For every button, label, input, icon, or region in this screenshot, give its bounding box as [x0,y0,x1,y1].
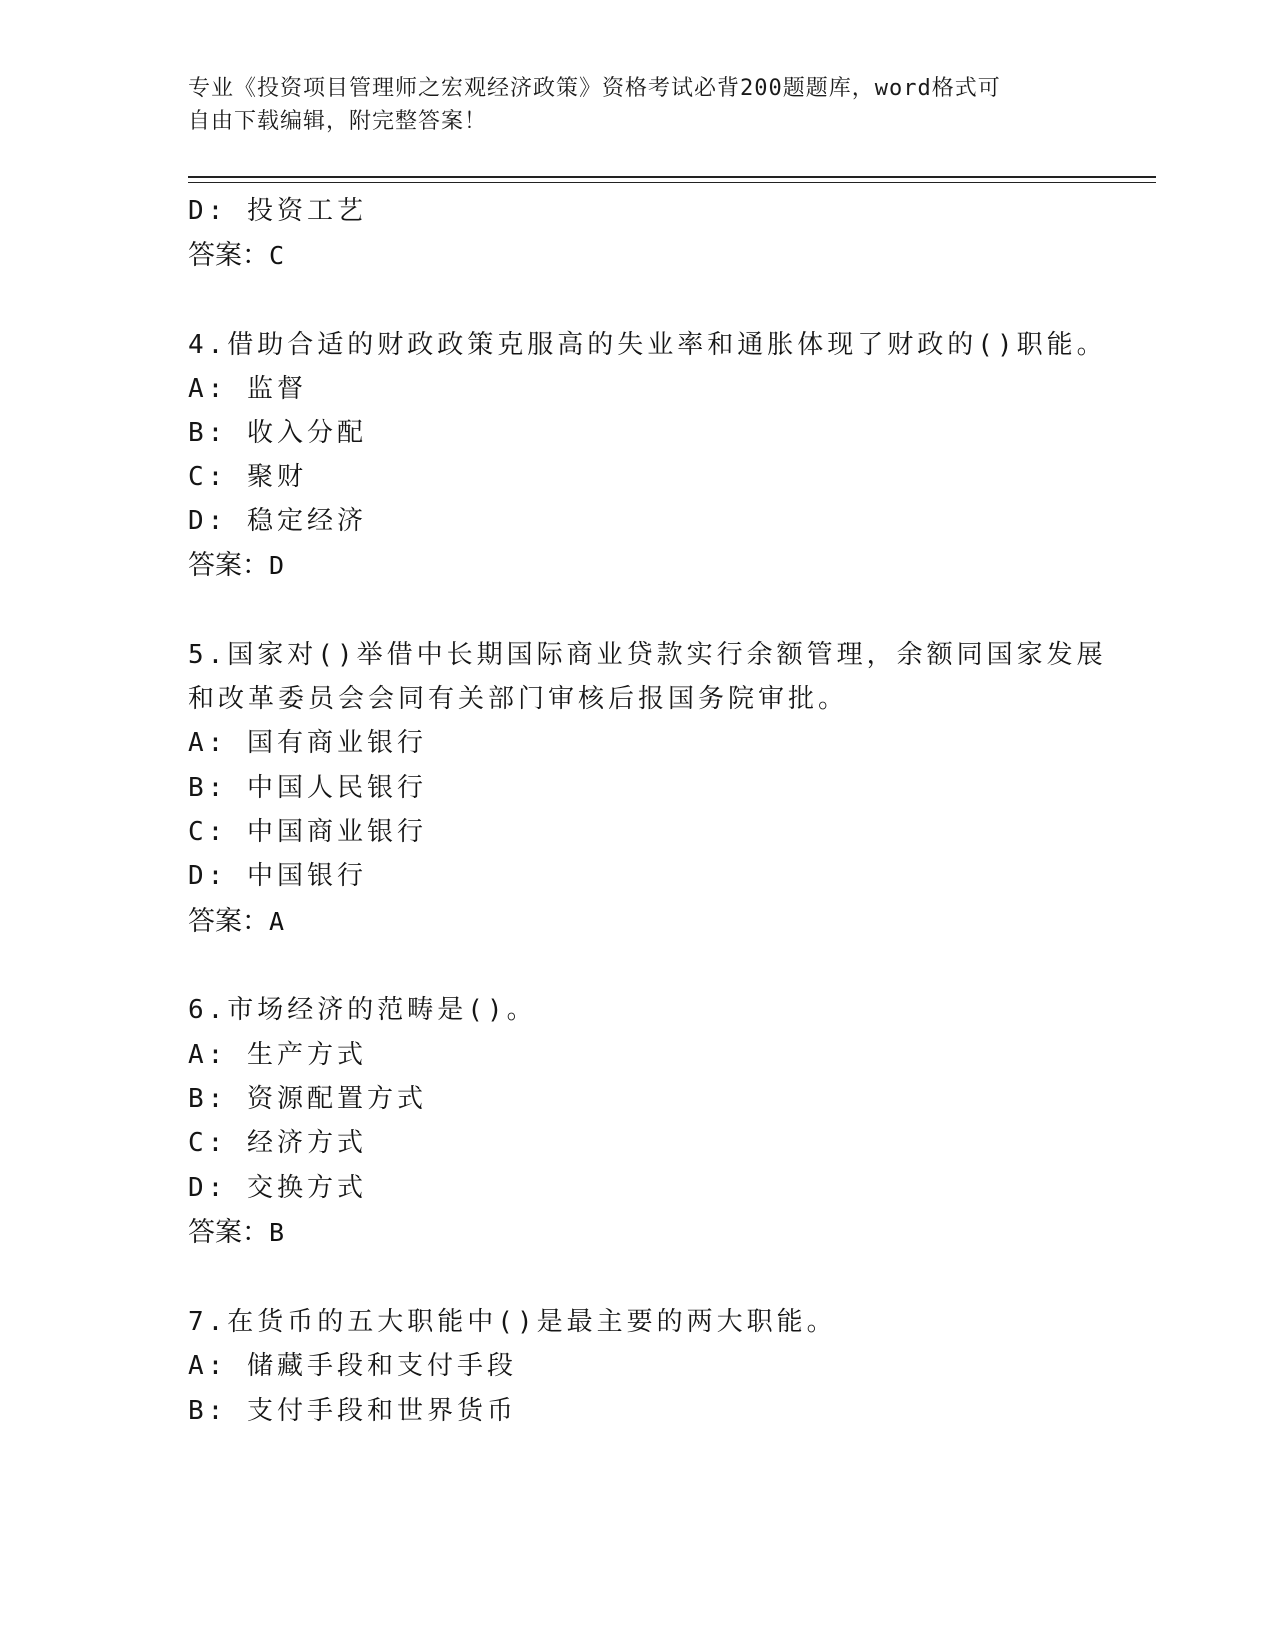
q4-stem: 4.借助合适的财政政策克服高的失业率和通胀体现了财政的()职能。 [188,330,1107,360]
q5-option-d: D: 中国银行 [188,861,367,891]
q4-option-d: D: 稳定经济 [188,506,367,536]
q7-stem: 7.在货币的五大职能中()是最主要的两大职能。 [188,1307,837,1337]
q5-option-c: C: 中国商业银行 [188,817,427,847]
q3-answer [188,241,284,271]
header-rule-thick [188,176,1156,178]
header-line-2: 自由下载编辑，附完整答案！ [188,109,488,134]
header-rule-thin [188,182,1156,183]
answer-label: 答案： [188,906,269,937]
q5-stem-line-1: 5.国家对()举借中长期国际商业贷款实行余额管理，余额同国家发展 [188,640,1107,670]
q5-option-a: A: 国有商业银行 [188,728,427,758]
q3-option-d: D: 投资工艺 [188,196,367,226]
q6-option-c: C: 经济方式 [188,1128,367,1158]
answer-value: D [269,551,285,580]
answer-value: B [269,1218,285,1247]
q5-option-b: B: 中国人民银行 [188,773,427,803]
q4-answer [188,551,284,581]
q5-stem-line-2: 和改革委员会会同有关部门审核后报国务院审批。 [188,684,849,714]
document-header [188,72,1088,138]
answer-label: 答案： [188,550,269,581]
q6-option-a: A: 生产方式 [188,1040,367,1070]
q4-option-c: C: 聚财 [188,462,307,492]
q5-answer [188,907,284,937]
answer-value: A [269,907,285,936]
q4-option-a: A: 监督 [188,374,307,404]
q6-stem: 6.市场经济的范畴是()。 [188,995,537,1025]
answer-label: 答案： [188,1217,269,1248]
answer-label: 答案： [188,240,269,271]
header-line-1: 专业《投资项目管理师之宏观经济政策》资格考试必背200题题库，word格式可 [188,76,1001,101]
answer-value: C [269,241,285,270]
q4-option-b: B: 收入分配 [188,418,367,448]
q6-option-b: B: 资源配置方式 [188,1084,427,1114]
q6-option-d: D: 交换方式 [188,1173,367,1203]
q6-answer [188,1218,284,1248]
q7-option-a: A: 储藏手段和支付手段 [188,1351,517,1381]
q7-option-b: B: 支付手段和世界货币 [188,1396,517,1426]
